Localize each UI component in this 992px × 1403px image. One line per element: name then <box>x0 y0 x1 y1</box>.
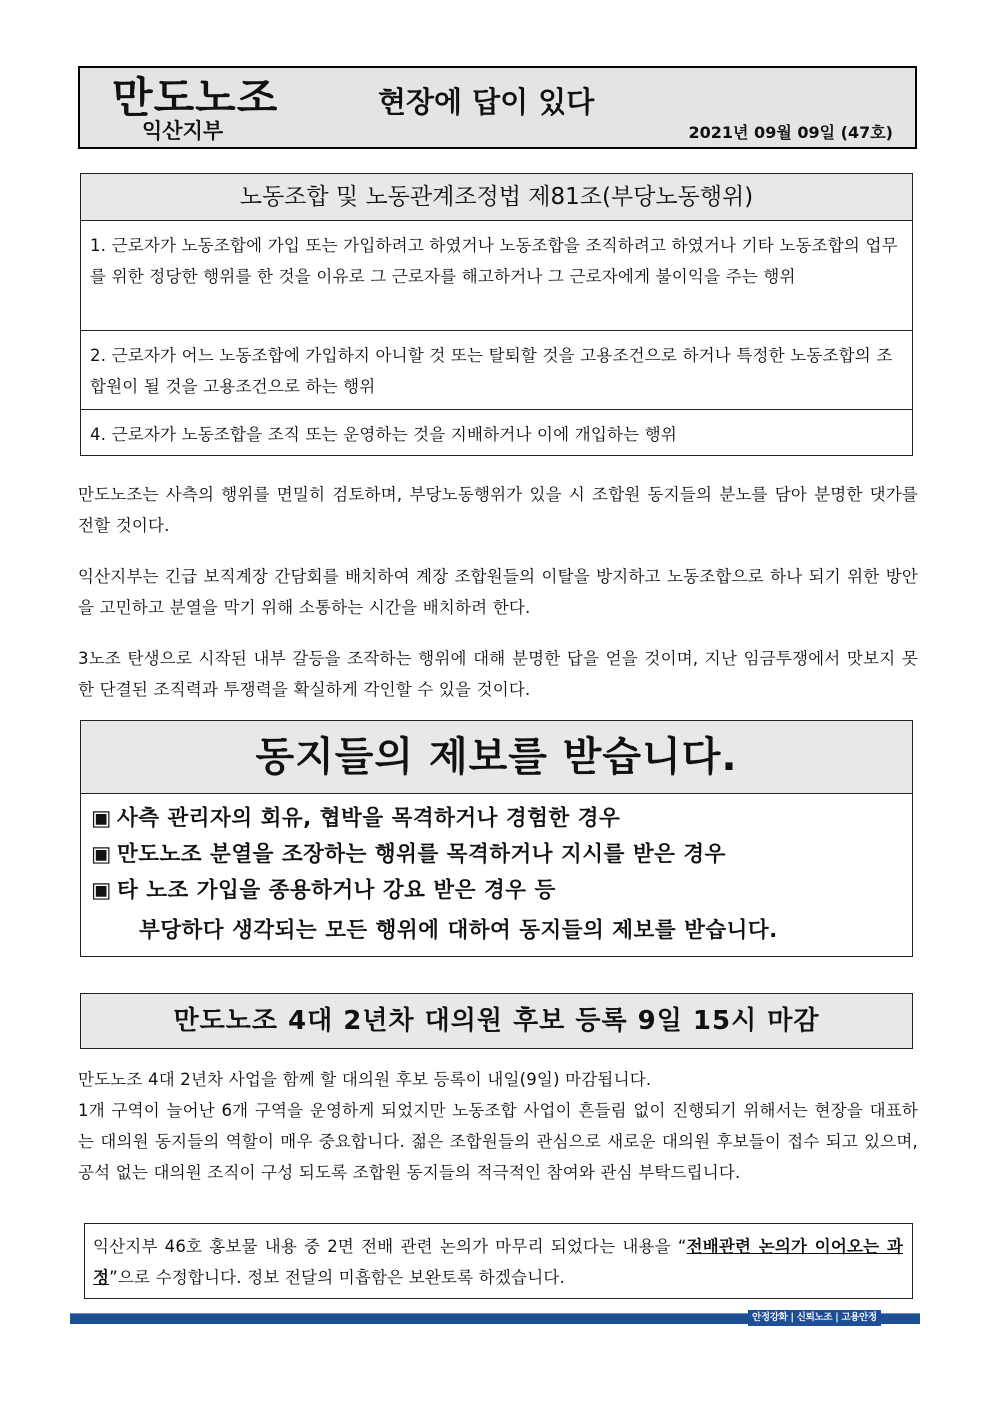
law-item: 1. 근로자가 노동조합에 가입 또는 가입하려고 하였거나 노동조합을 조직하려고 하였거나 기타 노동조합의 업무를 위한 정당한 행위를 한 것을 이유로 그 근로자를 해고하거나 그 근로자에게 불이익을 주는 행위 <box>81 221 912 331</box>
newsletter-header <box>78 66 917 149</box>
correction-text: 익산지부 46호 홍보물 내용 중 2면 전배 관련 논의가 마무리 되었다는 내용을 “ <box>93 1237 687 1256</box>
election-title: 만도노조 4대 2년차 대의원 후보 등록 9일 15시 마감 <box>80 993 913 1049</box>
correction-text: ”으로 수정합니다. 정보 전달의 미흡함은 보완토록 하겠습니다. <box>109 1268 565 1287</box>
newsletter-slogan: 현장에 답이 있다 <box>378 85 595 119</box>
footer-tagline: 안정강화 | 신뢰노조 | 고용안정 <box>748 1310 881 1326</box>
body-paragraph: 만도노조는 사측의 행위를 면밀히 검토하며, 부당노동행위가 있을 시 조합원 동지들의 분노를 담아 분명한 댓가를 전할 것이다. <box>78 485 918 535</box>
correction-notice <box>84 1223 913 1299</box>
law-item: 2. 근로자가 어느 노동조합에 가입하지 아니할 것 또는 탈퇴할 것을 고용조건으로 하거나 특정한 노동조합의 조합원이 될 것을 고용조건으로 하는 행위 <box>81 331 912 410</box>
branch-name: 익산지부 <box>142 119 224 143</box>
correction-emphasis: 전배관련 논의가 이어오는 과정 <box>93 1237 903 1287</box>
report-item <box>91 837 726 873</box>
report-closing: 부당하다 생각되는 모든 행위에 대하여 동지들의 제보를 받습니다. <box>139 918 778 943</box>
law-title: 노동조합 및 노동관계조정법 제81조(부당노동행위) <box>81 174 912 221</box>
body-paragraph: 3노조 탄생으로 시작된 내부 갈등을 조작하는 행위에 대해 분명한 답을 얻을 것이며, 지난 임금투쟁에서 맛보지 못한 단결된 조직력과 투쟁력을 확실하게 각인할 수 있을 것이다. <box>78 649 918 699</box>
report-request-title: 동지들의 제보를 받습니다. <box>81 721 912 794</box>
report-item <box>91 873 556 909</box>
election-line: 1개 구역이 늘어난 6개 구역을 운영하게 되었지만 노동조합 사업이 흔들림 없이 진행되기 위해서는 현장을 대표하는 대의원 동지들의 역할이 매우 중요합니다. 젊은 조합원들의 관심으로 새로운 대의원 후보들이 접수 되고 있으며, 공석 없는 대의원 조직이 구성 되도록 조합원 동지들의 적극적인 참여와 관심 부탁드립니다. <box>78 1101 918 1182</box>
report-item <box>91 801 620 837</box>
union-name: 만도노조 <box>112 73 279 122</box>
square-bullet-icon: ▣ <box>91 842 112 867</box>
election-line: 만도노조 4대 2년차 사업을 함께 할 대의원 후보 등록이 내일(9일) 마감됩니다. <box>78 1070 652 1089</box>
labor-law-box <box>80 173 913 456</box>
square-bullet-icon: ▣ <box>91 878 112 903</box>
report-item-text: 만도노조 분열을 조장하는 행위를 목격하거나 지시를 받은 경우 <box>117 842 726 867</box>
law-item: 4. 근로자가 노동조합을 조직 또는 운영하는 것을 지배하거나 이에 개입하는 행위 <box>90 425 678 444</box>
square-bullet-icon: ▣ <box>91 806 112 831</box>
report-item-text: 타 노조 가입을 종용하거나 강요 받은 경우 등 <box>117 878 556 903</box>
issue-date: 2021년 09월 09일 (47호) <box>688 123 893 142</box>
report-request-box <box>80 720 913 957</box>
report-item-text: 사측 관리자의 회유, 협박을 목격하거나 경험한 경우 <box>117 806 621 831</box>
body-paragraph: 익산지부는 긴급 보직계장 간담회를 배치하여 계장 조합원들의 이탈을 방지하고 노동조합으로 하나 되기 위한 방안을 고민하고 분열을 막기 위해 소통하는 시간을 배치하려 한다. <box>78 567 918 617</box>
